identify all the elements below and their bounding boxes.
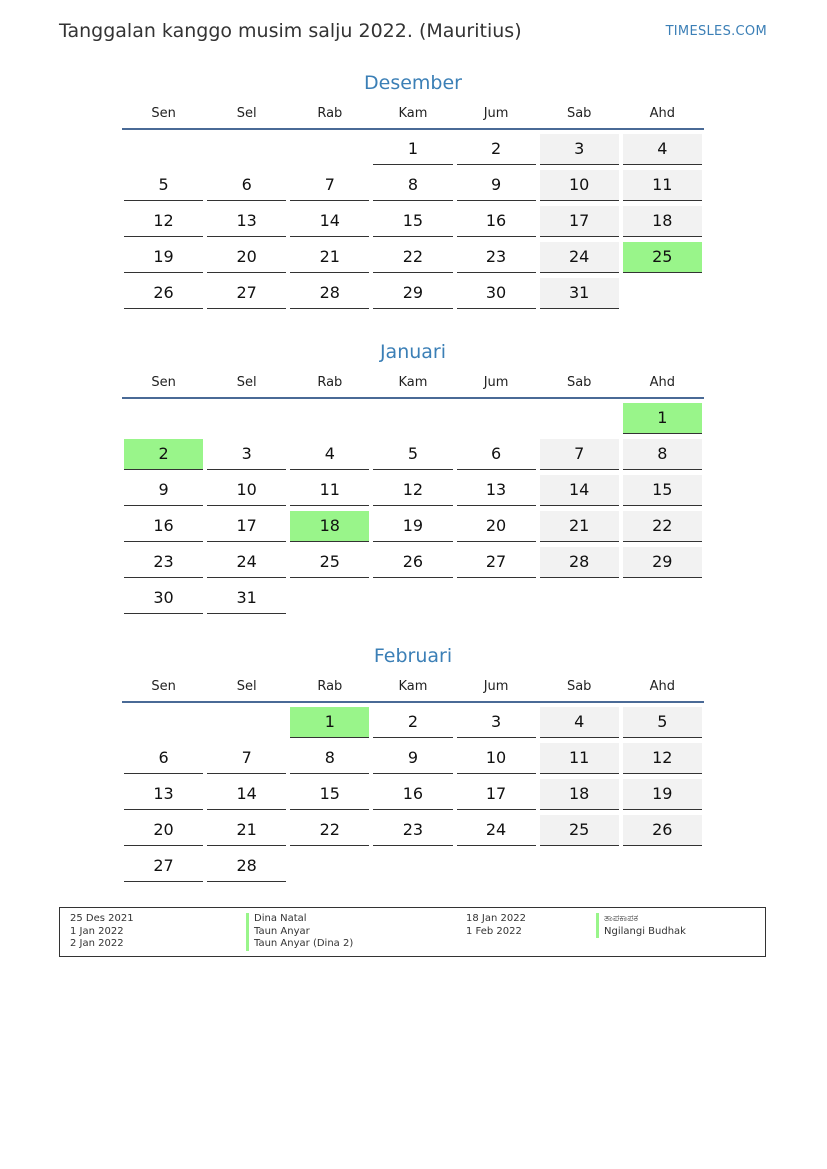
empty-cell: [124, 134, 203, 165]
weekday-label: Rab: [317, 679, 343, 694]
day-cell: 1: [373, 134, 452, 165]
legend-date: 1 Jan 2022: [70, 925, 124, 937]
day-cell: 3: [457, 707, 536, 738]
weekday-label: Sab: [566, 679, 592, 694]
day-cell: 24: [207, 547, 286, 578]
day-cell: 28: [540, 547, 619, 578]
day-cell: 27: [207, 278, 286, 309]
weekday-label: Ahd: [649, 679, 675, 694]
day-cell: 15: [623, 475, 702, 506]
day-grid: [122, 707, 704, 887]
day-cell: 22: [290, 815, 369, 846]
holiday-day-cell: 1: [623, 403, 702, 434]
weekday-label: Sel: [236, 679, 257, 694]
holiday-day-cell: 1: [290, 707, 369, 738]
day-cell: 17: [540, 206, 619, 237]
day-cell: 30: [124, 583, 203, 614]
day-grid: [122, 403, 704, 619]
day-cell: 22: [373, 242, 452, 273]
month-name: Desember: [364, 72, 462, 94]
day-cell: 12: [124, 206, 203, 237]
day-cell: 6: [457, 439, 536, 470]
weekday-label: Sel: [236, 106, 257, 121]
day-cell: 10: [540, 170, 619, 201]
day-cell: 3: [540, 134, 619, 165]
day-cell: 20: [457, 511, 536, 542]
empty-cell: [290, 134, 369, 165]
weekday-header: [122, 677, 704, 703]
day-cell: 10: [457, 743, 536, 774]
legend-holiday-name: ತಾಪಕಾಪಕ: [596, 913, 686, 926]
day-cell: 23: [373, 815, 452, 846]
day-cell: 19: [124, 242, 203, 273]
empty-cell: [207, 707, 286, 738]
weekday-label: Jum: [483, 679, 509, 694]
legend-holiday-name: Dina Natal: [246, 913, 353, 926]
empty-cell: [207, 403, 286, 434]
month-december: [122, 68, 704, 314]
day-cell: 13: [124, 779, 203, 810]
day-cell: 6: [207, 170, 286, 201]
day-cell: 25: [540, 815, 619, 846]
weekday-label: Sab: [566, 375, 592, 390]
day-cell: 31: [540, 278, 619, 309]
weekday-label: Sab: [566, 106, 592, 121]
month-name: Januari: [379, 341, 447, 363]
day-cell: 9: [124, 475, 203, 506]
day-cell: 15: [290, 779, 369, 810]
day-cell: 11: [290, 475, 369, 506]
day-cell: 29: [373, 278, 452, 309]
weekday-label: Sen: [151, 106, 176, 121]
day-cell: 17: [457, 779, 536, 810]
day-cell: 9: [373, 743, 452, 774]
legend-names-col1: [246, 913, 353, 951]
day-cell: 28: [290, 278, 369, 309]
empty-cell: [290, 403, 369, 434]
day-cell: 20: [207, 242, 286, 273]
day-cell: 21: [207, 815, 286, 846]
day-cell: 12: [373, 475, 452, 506]
day-cell: 2: [457, 134, 536, 165]
day-cell: 16: [457, 206, 536, 237]
weekday-label: Ahd: [649, 375, 675, 390]
day-cell: 2: [373, 707, 452, 738]
day-cell: 14: [290, 206, 369, 237]
legend-holiday-name: Taun Anyar: [246, 926, 353, 939]
empty-cell: [457, 403, 536, 434]
weekday-label: Jum: [483, 106, 509, 121]
weekday-label: Rab: [317, 375, 343, 390]
legend-date: 25 Des 2021: [70, 913, 134, 924]
day-cell: 8: [623, 439, 702, 470]
day-cell: 8: [373, 170, 452, 201]
weekday-header: [122, 104, 704, 130]
empty-cell: [207, 134, 286, 165]
weekday-label: Sel: [236, 375, 257, 390]
day-cell: 17: [207, 511, 286, 542]
empty-cell: [373, 403, 452, 434]
day-cell: 4: [290, 439, 369, 470]
day-cell: 23: [457, 242, 536, 273]
weekday-label: Kam: [398, 106, 428, 121]
weekday-label: Rab: [317, 106, 343, 121]
day-cell: 4: [623, 134, 702, 165]
day-cell: 11: [623, 170, 702, 201]
day-cell: 27: [457, 547, 536, 578]
day-cell: 28: [207, 851, 286, 882]
legend-dates-col1: [70, 913, 134, 951]
day-cell: 24: [457, 815, 536, 846]
day-cell: 7: [207, 743, 286, 774]
holiday-day-cell: 18: [290, 511, 369, 542]
weekday-header: [122, 373, 704, 399]
day-cell: 26: [373, 547, 452, 578]
day-grid: [122, 134, 704, 314]
day-cell: 16: [373, 779, 452, 810]
day-cell: 30: [457, 278, 536, 309]
weekday-label: Sen: [151, 375, 176, 390]
day-cell: 13: [207, 206, 286, 237]
month-january: [122, 337, 704, 619]
month-february: [122, 641, 704, 887]
brand-logo[interactable]: TIMESLES.COM: [665, 24, 767, 39]
day-cell: 18: [540, 779, 619, 810]
weekday-label: Sen: [151, 679, 176, 694]
day-cell: 23: [124, 547, 203, 578]
day-cell: 18: [623, 206, 702, 237]
weekday-label: Ahd: [649, 106, 675, 121]
holiday-day-cell: 25: [623, 242, 702, 273]
legend-date: 2 Jan 2022: [70, 938, 124, 949]
holiday-legend: [59, 907, 766, 957]
month-name: Februari: [373, 645, 453, 667]
legend-dates-col2: [466, 913, 526, 938]
day-cell: 19: [623, 779, 702, 810]
day-cell: 21: [290, 242, 369, 273]
day-cell: 25: [290, 547, 369, 578]
day-cell: 13: [457, 475, 536, 506]
weekday-label: Kam: [398, 679, 428, 694]
day-cell: 19: [373, 511, 452, 542]
legend-holiday-name: Ngilangi Budhak: [596, 926, 686, 939]
day-cell: 22: [623, 511, 702, 542]
day-cell: 16: [124, 511, 203, 542]
day-cell: 7: [540, 439, 619, 470]
day-cell: 26: [623, 815, 702, 846]
holiday-day-cell: 2: [124, 439, 203, 470]
legend-date: 18 Jan 2022: [466, 913, 526, 924]
day-cell: 14: [207, 779, 286, 810]
legend-names-col2: [596, 913, 686, 938]
weekday-label: Jum: [483, 375, 509, 390]
day-cell: 31: [207, 583, 286, 614]
day-cell: 20: [124, 815, 203, 846]
empty-cell: [124, 403, 203, 434]
day-cell: 14: [540, 475, 619, 506]
legend-holiday-name: Taun Anyar (Dina 2): [246, 938, 353, 951]
empty-cell: [124, 707, 203, 738]
day-cell: 5: [124, 170, 203, 201]
day-cell: 29: [623, 547, 702, 578]
day-cell: 9: [457, 170, 536, 201]
day-cell: 4: [540, 707, 619, 738]
day-cell: 8: [290, 743, 369, 774]
page-title: Tanggalan kanggo musim salju 2022. (Mauritius): [59, 20, 522, 42]
day-cell: 7: [290, 170, 369, 201]
day-cell: 27: [124, 851, 203, 882]
day-cell: 11: [540, 743, 619, 774]
day-cell: 26: [124, 278, 203, 309]
day-cell: 12: [623, 743, 702, 774]
day-cell: 24: [540, 242, 619, 273]
day-cell: 3: [207, 439, 286, 470]
weekday-label: Kam: [398, 375, 428, 390]
legend-date: 1 Feb 2022: [466, 925, 522, 937]
day-cell: 10: [207, 475, 286, 506]
day-cell: 15: [373, 206, 452, 237]
day-cell: 21: [540, 511, 619, 542]
day-cell: 5: [373, 439, 452, 470]
empty-cell: [540, 403, 619, 434]
day-cell: 6: [124, 743, 203, 774]
day-cell: 5: [623, 707, 702, 738]
